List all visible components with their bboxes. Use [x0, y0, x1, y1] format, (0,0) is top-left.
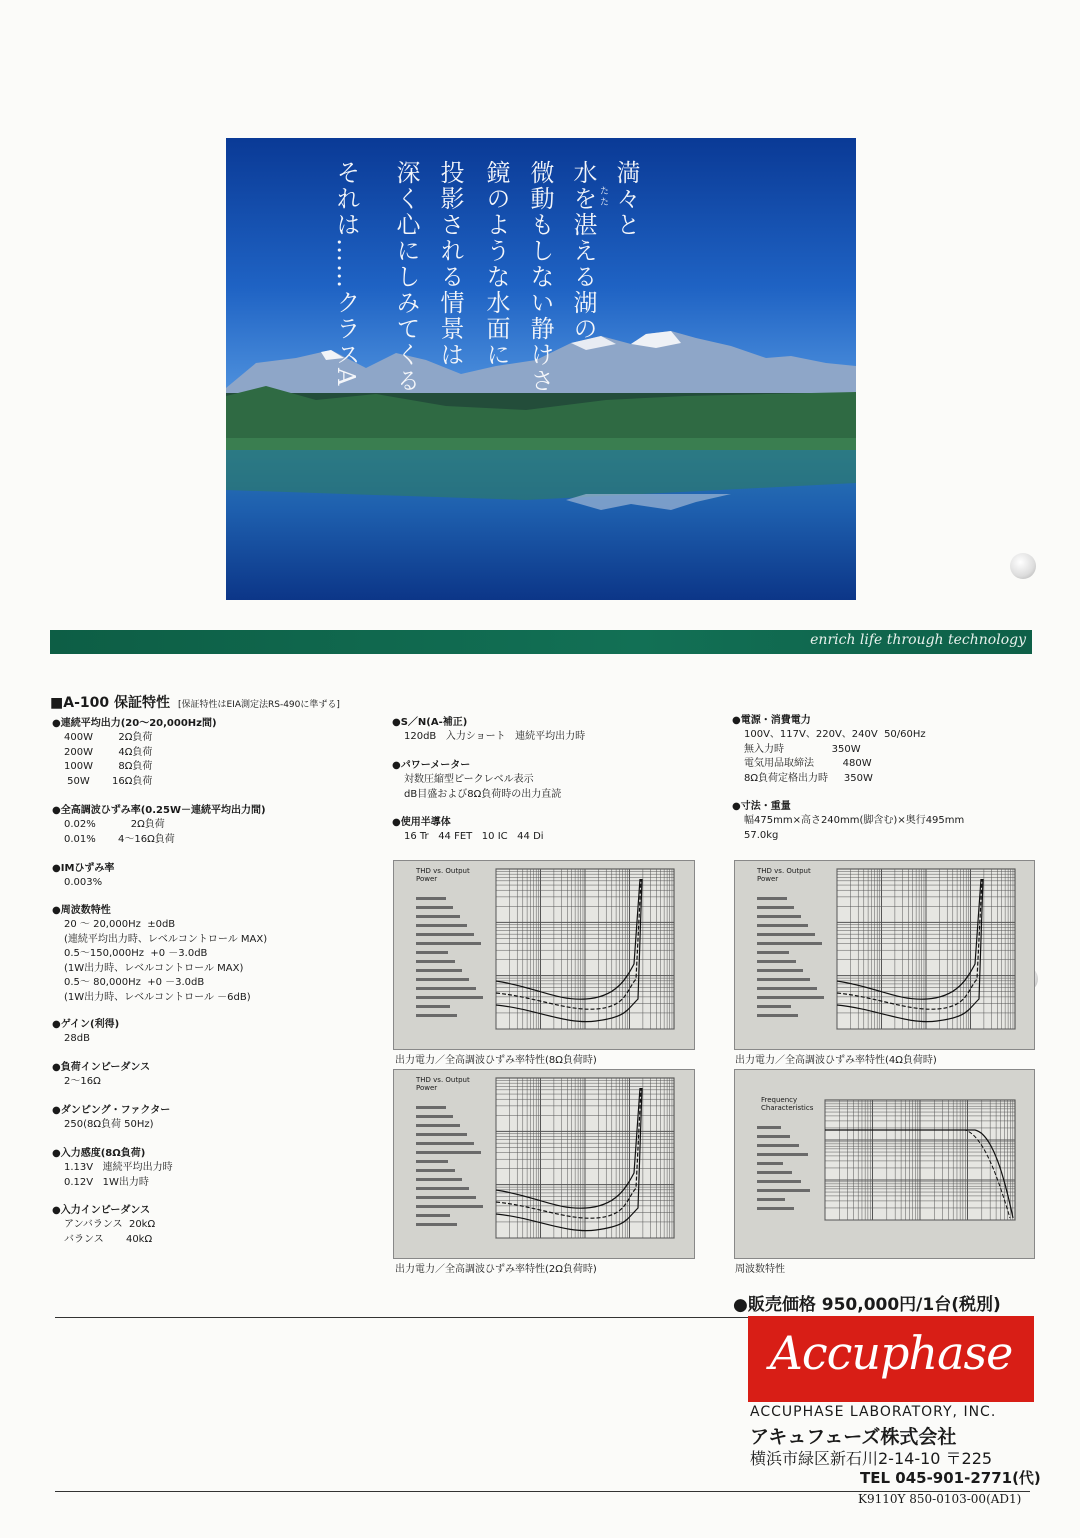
legend-text-line: [416, 960, 455, 963]
spec-value: dB目盛および8Ω負荷時の出力直読: [404, 788, 562, 800]
legend-text-line: [416, 1124, 460, 1127]
legend-text-line: [757, 1198, 785, 1201]
spec-value: 幅475mm×高さ240mm(脚含む)×奥行495mm: [744, 815, 965, 826]
legend-text-line: [416, 996, 483, 999]
spec-heading: [50, 692, 340, 712]
legend-text-line: [416, 906, 453, 909]
legend-text-line: [757, 1171, 792, 1174]
legend-text-line: [757, 1207, 794, 1210]
legend-text-line: [757, 924, 808, 927]
legend-text-line: [416, 1223, 457, 1226]
spec-value: 0.003%: [64, 877, 103, 888]
spec-head: ●入力インピーダンス: [52, 1205, 151, 1216]
legend-text-line: [416, 1115, 453, 1118]
spec-head: ●電源・消費電力: [732, 715, 811, 726]
frequency-graph: [734, 1069, 1035, 1259]
legend-text-line: [416, 987, 476, 990]
legend-text-line: [757, 960, 796, 963]
spec-head: ●S／N(A-補正): [392, 717, 468, 728]
spec-value: (1W出力時、レベルコントロール －6dB): [64, 991, 251, 1003]
graph-title: THD vs. Output Power: [416, 867, 470, 883]
binder-hole-icon: [1010, 553, 1036, 579]
spec-head: ●ダンピング・ファクター: [52, 1105, 171, 1116]
company-name-ja: アキュフェーズ株式会社: [750, 1426, 957, 1448]
legend-text-line: [416, 1160, 448, 1163]
legend-text-line: [416, 969, 462, 972]
thd-plot: [735, 861, 1034, 1049]
accuphase-logo: [748, 1316, 1034, 1402]
legend-text-line: [416, 951, 448, 954]
legend-text-line: [757, 996, 824, 999]
graph-caption: 出力電力／全高調波ひずみ率特性(4Ω負荷時): [735, 1055, 937, 1066]
tagline: enrich life through technology: [810, 632, 1026, 648]
spec-value: 100W 8Ω負荷: [64, 761, 153, 772]
spec-value: 16 Tr 44 FET 10 IC 44 Di: [404, 831, 544, 842]
spec-value: (連続平均出力時、レベルコントロール MAX): [64, 933, 268, 945]
legend-text-line: [757, 915, 801, 918]
spec-column-3: [732, 714, 926, 786]
legend-text-line: [416, 1014, 457, 1017]
legend-text-line: [416, 897, 446, 900]
spec-value: 無入力時 350W: [744, 743, 861, 755]
graph-title: THD vs. Output Power: [416, 1076, 470, 1092]
spec-head: ●全高調波ひずみ率(0.25W－連続平均出力間): [52, 805, 266, 816]
spec-note: [保証特性はEIA測定法RS-490に準ずる]: [177, 700, 340, 710]
legend-text-line: [416, 942, 481, 945]
poem-line-4: 鏡のような水面に: [482, 160, 510, 368]
legend-text-line: [416, 924, 467, 927]
company-tel: TEL 045-901-2771(代): [860, 1469, 1041, 1487]
spec-value: 400W 2Ω負荷: [64, 732, 153, 743]
legend-text-line: [416, 1178, 462, 1181]
spec-value: 0.02% 2Ω負荷: [64, 819, 165, 830]
spec-value: 2～16Ω: [64, 1076, 101, 1087]
spec-head: ●入力感度(8Ω負荷): [52, 1148, 146, 1159]
legend-text-line: [757, 1144, 799, 1147]
company-address: 横浜市緑区新石川2-14-10 〒225: [750, 1449, 993, 1468]
legend-text-line: [757, 897, 787, 900]
hero-photo: [226, 138, 856, 600]
spec-column-1: [52, 717, 217, 789]
legend-text-line: [757, 1135, 790, 1138]
graph-caption: 出力電力／全高調波ひずみ率特性(8Ω負荷時): [395, 1055, 597, 1066]
spec-value: バランス 40kΩ: [64, 1233, 153, 1245]
spec-value: 0.5～150,000Hz +0 －3.0dB: [64, 948, 208, 959]
spec-value: (1W出力時、レベルコントロール MAX): [64, 962, 244, 974]
spec-column-1: [52, 1104, 170, 1133]
legend-text-line: [416, 1187, 469, 1190]
spec-value: 電気用品取締法 480W: [744, 758, 872, 769]
spec-column-1: [52, 1061, 150, 1090]
ruby-text: たた: [598, 186, 608, 208]
legend-text-line: [757, 1126, 781, 1129]
poem-line-6: 深く心にしみてくる: [392, 160, 420, 394]
spec-column-1: [52, 1147, 173, 1190]
poem-line-7: それは……クラスA: [332, 160, 360, 388]
spec-column-3: [732, 800, 964, 843]
spec-column-1: [52, 904, 267, 1005]
legend-text-line: [416, 1214, 450, 1217]
spec-value: 120dB 入力ショート 連続平均出力時: [404, 731, 586, 742]
spec-value: 0.5～ 80,000Hz +0 －3.0dB: [64, 977, 205, 988]
logo-text: Accuphase: [769, 1326, 1013, 1380]
spec-value: 8Ω負荷定格出力時 350W: [744, 772, 873, 784]
legend-text-line: [416, 1151, 481, 1154]
spec-head: ●周波数特性: [52, 905, 111, 916]
legend-text-line: [416, 1106, 446, 1109]
spec-value: 対数圧縮型ピークレベル表示: [404, 774, 534, 785]
legend-text-line: [757, 951, 789, 954]
poem-line-5: 投影される情景は: [436, 160, 464, 368]
legend-text-line: [416, 933, 474, 936]
spec-head: ●ゲイン(利得): [52, 1019, 120, 1030]
legend-text-line: [416, 1133, 467, 1136]
legend-text-line: [757, 1162, 783, 1165]
legend-text-line: [757, 978, 810, 981]
legend-text-line: [416, 1142, 474, 1145]
spec-head: ●負荷インピーダンス: [52, 1062, 151, 1073]
poem-line-3: 微動もしない静けさ: [526, 160, 554, 394]
spec-column-2: [392, 716, 585, 745]
legend-text-line: [416, 915, 460, 918]
catalog-code: K9110Y 850-0103-00(AD1): [858, 1492, 1022, 1506]
spec-column-2: [392, 816, 544, 845]
spec-value: 57.0kg: [744, 829, 779, 841]
company-name-en: ACCUPHASE LABORATORY, INC.: [750, 1404, 997, 1420]
legend-text-line: [757, 1005, 791, 1008]
legend-text-line: [757, 1014, 798, 1017]
legend-text-line: [757, 1180, 801, 1183]
spec-value: 28dB: [64, 1033, 90, 1044]
legend-text-line: [416, 1005, 450, 1008]
legend-text-line: [416, 978, 469, 981]
spec-value: 0.01% 4～16Ω負荷: [64, 833, 175, 845]
spec-value: 250(8Ω負荷 50Hz): [64, 1119, 154, 1130]
graph-title: Frequency Characteristics: [761, 1096, 814, 1112]
thd-plot: [394, 1070, 694, 1258]
spec-column-1: [52, 862, 114, 891]
green-band: [50, 630, 1032, 654]
spec-head: ●パワーメーター: [392, 760, 471, 771]
graph-caption: 出力電力／全高調波ひずみ率特性(2Ω負荷時): [395, 1264, 597, 1275]
spec-title: ■A-100 保証特性: [50, 695, 170, 711]
spec-column-1: [52, 1018, 119, 1047]
legend-text-line: [416, 1196, 476, 1199]
spec-value: 1.13V 連続平均出力時: [64, 1162, 173, 1173]
legend-text-line: [757, 906, 794, 909]
spec-value: 20 ～ 20,000Hz ±0dB: [64, 919, 176, 930]
poem-line-2: 水を湛える湖の: [569, 160, 597, 342]
legend-text-line: [757, 942, 822, 945]
graph-title: THD vs. Output Power: [757, 867, 811, 883]
thd-graph-4ohm: [734, 860, 1035, 1050]
legend-text-line: [416, 1205, 483, 1208]
spec-head: ●連続平均出力(20～20,000Hz間): [52, 718, 217, 729]
graph-caption: 周波数特性: [735, 1264, 785, 1275]
sales-price: ●販売価格 950,000円/1台(税別): [733, 1295, 1001, 1315]
spec-column-1: [52, 804, 266, 847]
thd-graph-2ohm: [393, 1069, 695, 1259]
spec-value: 50W 16Ω負荷: [64, 775, 153, 787]
thd-graph-8ohm: [393, 860, 695, 1050]
spec-value: 200W 4Ω負荷: [64, 746, 153, 758]
spec-value: アンバランス 20kΩ: [64, 1219, 156, 1230]
spec-column-1: [52, 1204, 155, 1247]
spec-head: ●寸法・重量: [732, 801, 791, 812]
legend-text-line: [757, 969, 803, 972]
legend-text-line: [757, 987, 817, 990]
spec-head: ●使用半導体: [392, 817, 451, 828]
legend-text-line: [757, 933, 815, 936]
spec-head: ●IMひずみ率: [52, 863, 115, 874]
legend-text-line: [757, 1153, 808, 1156]
spec-value: 0.12V 1W出力時: [64, 1176, 149, 1188]
spec-value: 100V、117V、220V、240V 50/60Hz: [744, 729, 926, 740]
thd-plot: [394, 861, 694, 1049]
spec-column-2: [392, 759, 561, 802]
legend-text-line: [757, 1189, 810, 1192]
legend-text-line: [416, 1169, 455, 1172]
poem-line-1: 満々と: [612, 160, 640, 238]
